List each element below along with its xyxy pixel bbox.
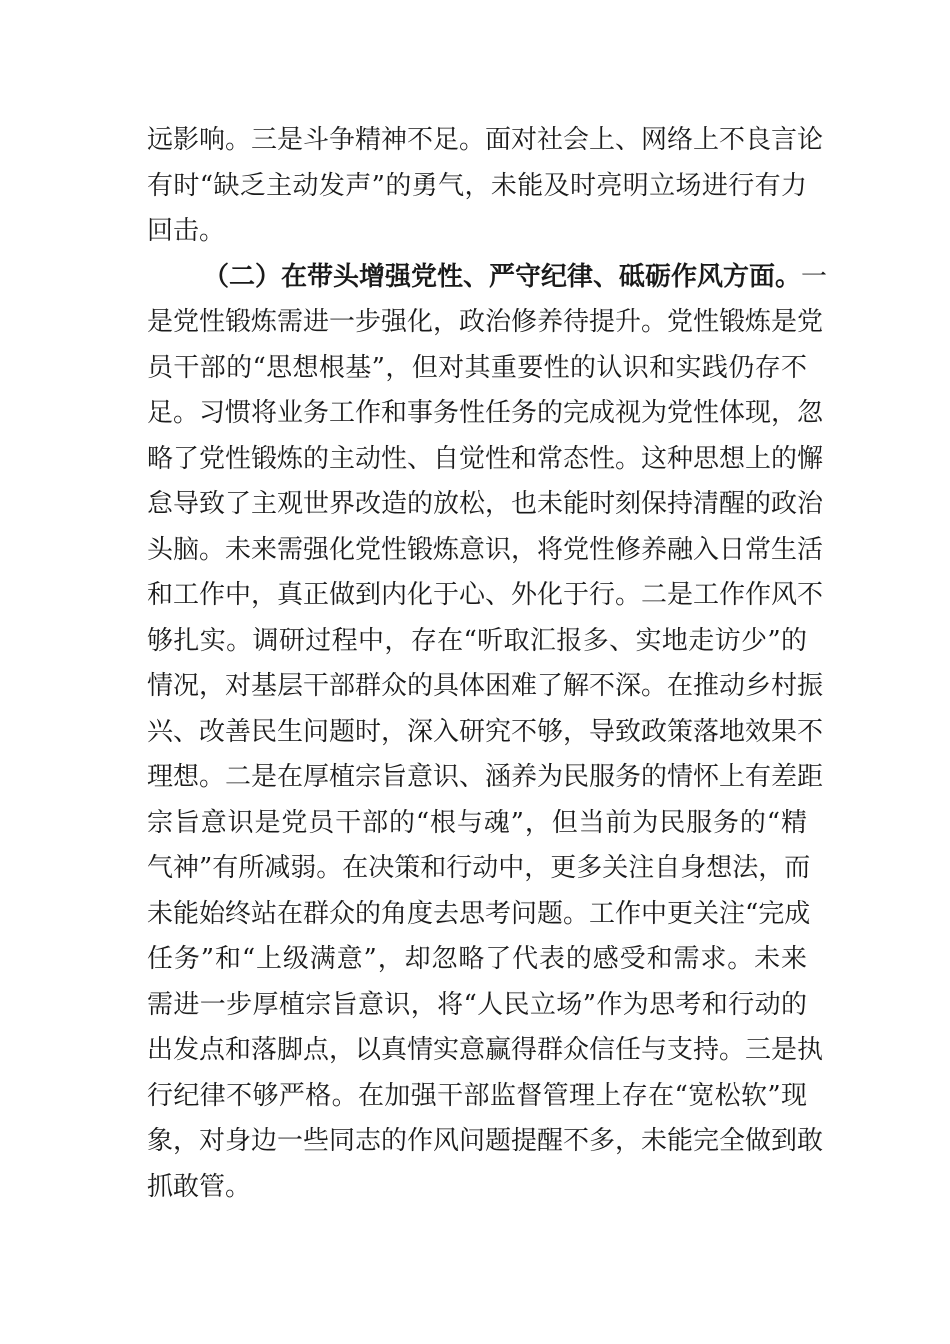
text-line: 够扎实。调研过程中，存在“听取汇报多、实地走访少”的 (147, 625, 807, 656)
document-body (147, 118, 828, 1210)
text-line: 未能始终站在群众的角度去思考问题。工作中更关注“完成 (147, 898, 811, 929)
text-line: 抓敢管。 (147, 1171, 252, 1202)
text-line: 远影响。三是斗争精神不足。面对社会上、网络上不良言论 (147, 125, 824, 155)
text-line: 宗旨意识是党员干部的“根与魂”，但当前为民服务的“精 (147, 807, 807, 838)
text-line: 情况，对基层干部群众的具体困难了解不深。在推动乡村振 (147, 671, 824, 701)
text-line: 员干部的“思想根基”，但对其重要性的认识和实践仍存不 (147, 352, 807, 383)
text-line: 需进一步厚植宗旨意识，将“人民立场”作为思考和行动的 (147, 989, 807, 1020)
text-line: 兴、改善民生问题时，深入研究不够，导致政策落地效果不 (147, 716, 824, 747)
text-line: 出发点和落脚点，以真情实意赢得群众信任与支持。三是执 (147, 1035, 824, 1065)
text-line: 头脑。未来需强化党性锻炼意识，将党性修养融入日常生活 (147, 534, 824, 565)
text-line: 理想。二是在厚植宗旨意识、涵养为民服务的情怀上有差距 (147, 762, 824, 792)
text-line: 任务”和“上级满意”，却忽略了代表的感受和需求。未来 (147, 944, 807, 974)
text-line: 行纪律不够严格。在加强干部监督管理上存在“宽松软”现 (147, 1080, 807, 1111)
paragraph-1 (147, 118, 824, 255)
text-line: 是党性锻炼需进一步强化，政治修养待提升。党性锻炼是党 (147, 307, 824, 337)
text-line: 怠导致了主观世界改造的放松，也未能时刻保持清醒的政治 (147, 489, 824, 519)
text-line: 和工作中，真正做到内化于心、外化于行。二是工作作风不 (147, 580, 824, 610)
text-line: 足。习惯将业务工作和事务性任务的完成视为党性体现，忽 (147, 398, 824, 428)
text-line: 象，对身边一些同志的作风问题提醒不多，未能完全做到敢 (147, 1126, 824, 1156)
paragraph-2 (147, 255, 828, 1211)
section-heading: （二）在带头增强党性、严守纪律、砥砺作风方面。 (203, 261, 802, 292)
paragraph-2-first-line (147, 255, 828, 301)
text-line: 有时“缺乏主动发声”的勇气，未能及时亮明立场进行有力 (147, 170, 807, 201)
text-line: 气神”有所减弱。在决策和行动中，更多关注自身想法，而 (147, 853, 811, 883)
text-line: 略了党性锻炼的主动性、自觉性和常态性。这种思想上的懈 (147, 443, 824, 474)
text-line: 回击。 (147, 216, 226, 246)
first-line-rest: 一 (801, 261, 828, 292)
